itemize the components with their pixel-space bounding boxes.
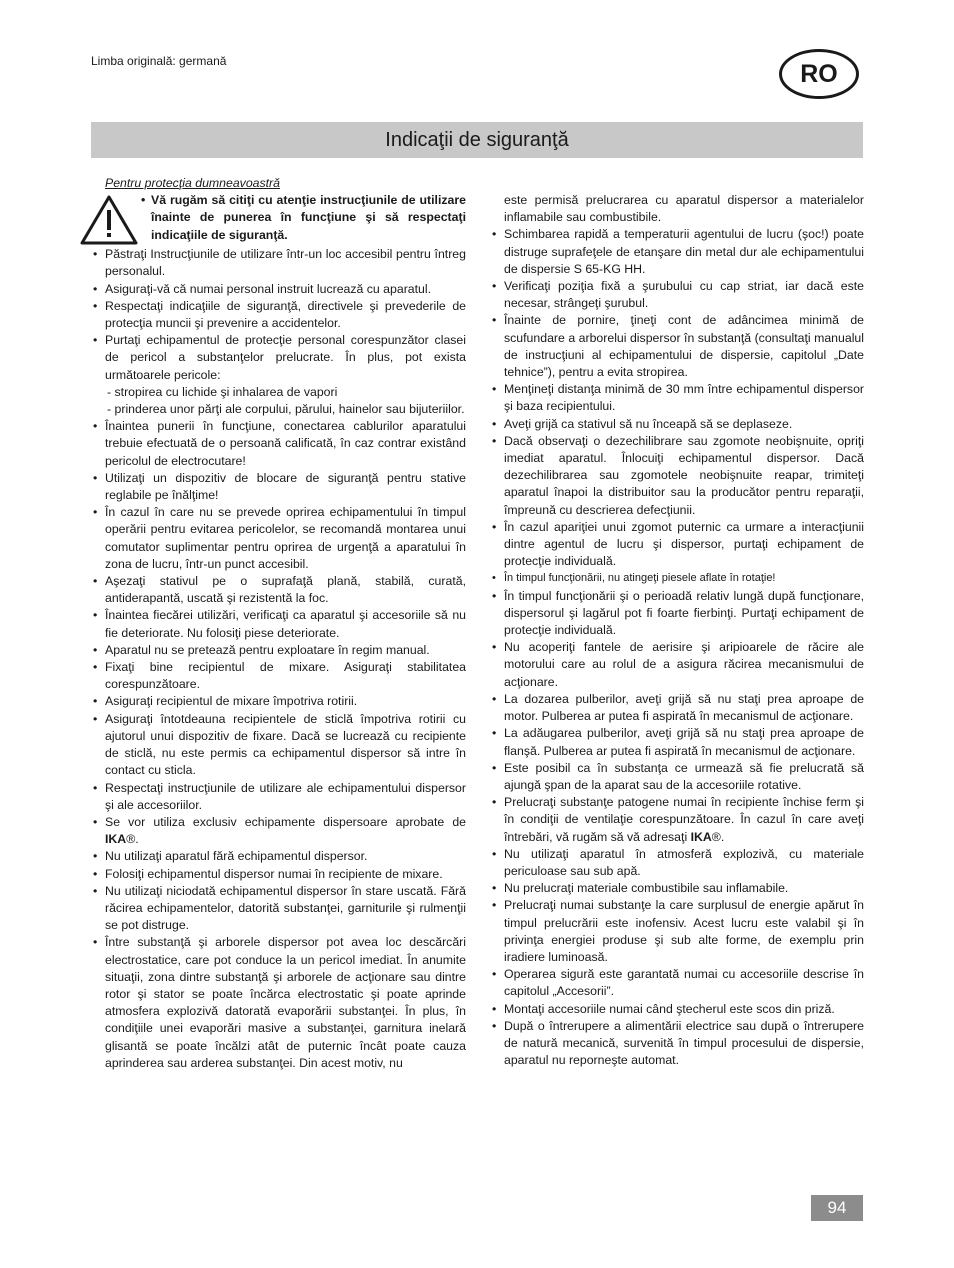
list-item: • Nu utilizaţi niciodată echipamentul dispersor în stare uscată. Fără răcirea echipamentelor, datorită substanţei, garniturile şi rulmenţii se pot distruge.: [91, 883, 466, 935]
list-item: • Fixaţi bine recipientul de mixare. Asiguraţi stabilitatea corespunzătoare.: [91, 659, 466, 693]
list-item: • Operarea sigură este garantată numai cu accesoriile descrise în capitolul „Accesorii”.: [490, 966, 864, 1000]
list-item: • În cazul apariţiei unui zgomot puternic ca urmare a interacţiunii dintre agentul de lucru şi dispersor, purtaţi echipament de protecţie individuală.: [490, 519, 864, 571]
list-item: • La dozarea pulberilor, aveţi grijă să nu staţi prea aproape de motor. Pulberea ar putea fi aspirată în mecanismul de acţionare.: [490, 691, 864, 725]
right-list-1: [490, 226, 864, 1069]
list-item: • În timpul funcţionării şi o perioadă relativ lungă după funcţionare, dispersorul şi lagărul pot fi foarte fierbinţi. Purtaţi echipament de protecţie individuală.: [490, 588, 864, 640]
list-item: • Nu prelucraţi materiale combustibile sau inflamabile.: [490, 880, 864, 897]
list-item: • Montaţi accesoriile numai când ştecherul este scos din priză.: [490, 1001, 864, 1018]
list-item-ika: [490, 794, 864, 846]
ika-item-text: Se vor utiliza exclusiv echipamente dispersoare aprobate de: [105, 814, 466, 829]
page-title: Indicaţii de siguranţă: [385, 128, 569, 151]
warning-block: [91, 192, 466, 246]
list-item: • Respectaţi instrucţiunile de utilizare ale echipamentului dispersor şi ale accesoriilor.: [91, 780, 466, 814]
list-item: • În timpul funcţionării, nu atingeţi piesele aflate în rotaţie!: [490, 570, 864, 587]
list-item: • Aparatul nu se pretează pentru exploatare în regim manual.: [91, 642, 466, 659]
left-list-1: [91, 246, 466, 384]
subheading: Pentru protecţia dumneavoastră: [105, 176, 280, 190]
list-item: • Nu utilizaţi aparatul fără echipamentul dispersor.: [91, 848, 466, 865]
list-item: • La adăugarea pulberilor, aveţi grijă să nu staţi prea aproape de flanşă. Pulberea ar putea fi aspirată în mecanismul de acţionare.: [490, 725, 864, 759]
ika-reg: ®.: [126, 832, 139, 847]
list-item: • Asiguraţi-vă că numai personal instruit lucrează cu aparatul.: [91, 281, 466, 298]
right-column: [490, 192, 864, 1069]
warning-triangle-icon: [79, 194, 139, 246]
page-number: 94: [811, 1195, 863, 1221]
list-item: • Dacă observaţi o dezechilibrare sau zgomote neobişnuite, opriţi imediat aparatul. Înlocuiţi echipamentul dispersor. Dacă dezechilibrarea sau zgomotele neobişnuite reapar, trimiteţi aparatul înapoi la distribuitor sau la producător pentru reparaţii, împreună cu descrierea defecţiunii.: [490, 433, 864, 519]
list-item: • Verificaţi poziţia fixă a şurubului cu cap striat, iar dacă este necesar, strângeţi şurubul.: [490, 278, 864, 312]
sub-item: - stropirea cu lichide şi inhalarea de vapori: [107, 384, 338, 399]
continued-text: este permisă prelucrarea cu aparatul dispersor a materialelor inflamabile sau combustibile.: [504, 193, 864, 225]
sub-item: - prinderea unor părţi ale corpului, părului, hainelor sau bijuteriilor.: [107, 402, 465, 417]
list-item: • Prelucraţi numai substanţe la care surplusul de energie apărut în timpul prelucrării este inofensiv. Acest lucru este valabil şi în privinţa energiei produse şi sub alte forme, de exemplu prin iradiere luminoasă.: [490, 897, 864, 966]
language-badge: RO: [779, 49, 859, 99]
list-item: • Aşezaţi stativul pe o suprafaţă plană, stabilă, curată, antiderapantă, uscată şi rezistentă la foc.: [91, 573, 466, 607]
list-item: • Înainte de pornire, ţineţi cont de adâncimea minimă de scufundare a arborelui dispersor în substanţă (consultaţi manualul de instrucţiuni al echipamentului de dispersie, capitolul „Date tehnice”), pentru a evita stropirea.: [490, 312, 864, 381]
list-item: • În cazul în care nu se prevede oprirea echipamentului în timpul operării pentru evitarea pericolelor, se recomandă montarea unui comutator suplimentar pentru oprirea de urgenţă a aparatului în zona de lucru, într-un punct accesibil.: [91, 504, 466, 573]
list-item: • Între substanţă şi arborele dispersor pot avea loc descărcări electrostatice, care pot conduce la un pericol imediat. În anumite situaţii, zona dintre substanţă şi arborele de acţionare sau dintre rotor şi stator se poate încărca electrostatic şi poate aprinde atmosfera explozivă datorată evaporării substanţei. În plus, în condiţiile unei evaporări masive a substanţei, garnitura inelară glisantă se poate încălzi atât de puternic încât poate cauza aprinderea sau arderea substanţei. Din acest motiv, nu: [91, 934, 466, 1072]
list-item: • Păstraţi Instrucţiunile de utilizare într-un loc accesibil pentru întreg personalul.: [91, 246, 466, 280]
warning-text: • Vă rugăm să citiţi cu atenţie instrucţiunile de utilizare înainte de punerea în funcţiune şi să respectaţi indicaţiile de siguranţă.: [139, 192, 466, 244]
ika-brand: IKA: [690, 829, 712, 844]
ika-item-text: Prelucraţi substanţe patogene numai în recipiente închise ferm şi în condiţii de ventilaţie corespunzătoare. În cazul în care aveţi întrebări, vă rugăm să vă adresaţi: [504, 795, 864, 844]
section-title-bar: [91, 122, 863, 158]
list-item: • Menţineţi distanţa minimă de 30 mm între echipamentul dispersor şi baza recipientului.: [490, 381, 864, 415]
list-item: • Respectaţi indicaţiile de siguranţă, directivele şi prevederile de protecţia muncii şi prevenire a accidentelor.: [91, 298, 466, 332]
list-item: • Înaintea fiecărei utilizări, verificaţi ca aparatul şi accesoriile să nu fie deteriorate. Nu folosiţi piese deteriorate.: [91, 607, 466, 641]
hazard-sublist: [91, 384, 466, 418]
list-item: • Aveţi grijă ca stativul să nu înceapă să se deplaseze.: [490, 416, 864, 433]
list-item: • Schimbarea rapidă a temperaturii agentului de lucru (şoc!) poate distruge suprafeţele de etanşare din metal dur ale echipamentului de dispersie S 65-KG HH.: [490, 226, 864, 278]
list-item: • Folosiţi echipamentul dispersor numai în recipiente de mixare.: [91, 866, 466, 883]
ika-reg: ®.: [711, 829, 725, 844]
list-item: • Nu utilizaţi aparatul în atmosferă explozivă, cu materiale periculoase sau sub apă.: [490, 846, 864, 880]
list-item: • După o întrerupere a alimentării electrice sau după o întrerupere de natură mecanică, survenită în timpul procesului de dispersie, aparatul nu reporneşte automat.: [490, 1018, 864, 1070]
ika-brand: IKA: [105, 832, 127, 847]
list-item-ika: [91, 814, 466, 848]
list-item: • Asiguraţi întotdeauna recipientele de sticlă împotriva rotirii cu ajutorul unui dispozitiv de fixare. Dacă se lucrează cu recipiente de sticlă, nu este permis ca echipamentul dispersor să intre în contact cu sticla.: [91, 711, 466, 780]
list-item: • Este posibil ca în substanţa ce urmează să fie prelucrată să ajungă şpan de la aparat sau de la accesoriile rotative.: [490, 760, 864, 794]
left-column: [91, 175, 466, 1072]
list-item: • Asiguraţi recipientul de mixare împotriva rotirii.: [91, 693, 466, 710]
list-item: • Nu acoperiţi fantele de aerisire şi aripioarele de răcire ale motorului care au rolul de a asigura răcirea mecanismului de acţionare.: [490, 639, 864, 691]
list-item: • Înaintea punerii în funcţiune, conectarea cablurilor aparatului trebuie efectuată de o persoană calificată, în caz contrar existând pericolul de electrocutare!: [91, 418, 466, 470]
list-item: • Purtaţi echipamentul de protecţie personal corespunzător clasei de pericol a substanţelor prelucrate. În plus, pot exista următoarele pericole:: [91, 332, 466, 384]
left-list-2: [91, 418, 466, 1072]
original-language-note: Limba originală: germană: [91, 54, 227, 68]
list-item: • Utilizaţi un dispozitiv de blocare de siguranţă pentru stative reglabile pe înălţime!: [91, 470, 466, 504]
